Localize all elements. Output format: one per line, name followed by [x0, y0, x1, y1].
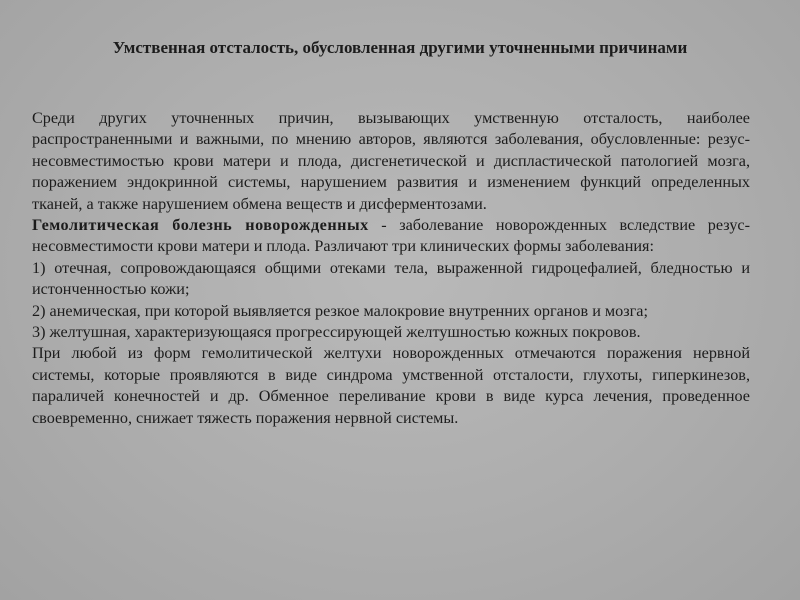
hemolytic-definition: - заболевание новорожденных вследствие резус-несовместимости крови матери и плода. Различают три клинических формы заболевания:: [32, 216, 750, 256]
paragraph-hemolytic: [32, 215, 750, 258]
paragraph-form-3: 3) желтушная, характеризующаяся прогрессирующей желтушностью кожных покровов.: [32, 323, 641, 342]
slide-title: Умственная отсталость, обусловленная другими уточненными причинами: [112, 38, 688, 57]
term-hemolytic-disease: Гемолитическая болезнь новорожденных: [32, 216, 369, 235]
paragraph-intro: Среди других уточненных причин, вызывающих умственную отсталость, наиболее распространенными и важными, по мнению авторов, являются заболевания, обусловленные: резус-несовместимостью крови матери и плода, дисгенетической и диспластической патологией мозга, поражением эндокринной системы, нарушением развития и изменением функций определенных тканей, а также нарушением обмена веществ и дисферментозами.: [32, 109, 750, 213]
paragraph-conclusion: При любой из форм гемолитической желтухи новорожденных отмечаются поражения нервной системы, которые проявляются в виде синдрома умственной отсталости, глухоты, гиперкинезов, параличей конечностей и др. Обменное переливание крови в виде курса лечения, проведенное своевременно, снижает тяжесть поражения нервной системы.: [32, 344, 750, 427]
paragraph-form-2: 2) анемическая, при которой выявляется резкое малокровие внутренних органов и мозга;: [32, 301, 648, 320]
paragraph-form-1: 1) отечная, сопровождающаяся общими отеками тела, выраженной гидроцефалией, бледностью и истонченностью кожи;: [32, 258, 750, 299]
slide-body: [32, 108, 750, 429]
